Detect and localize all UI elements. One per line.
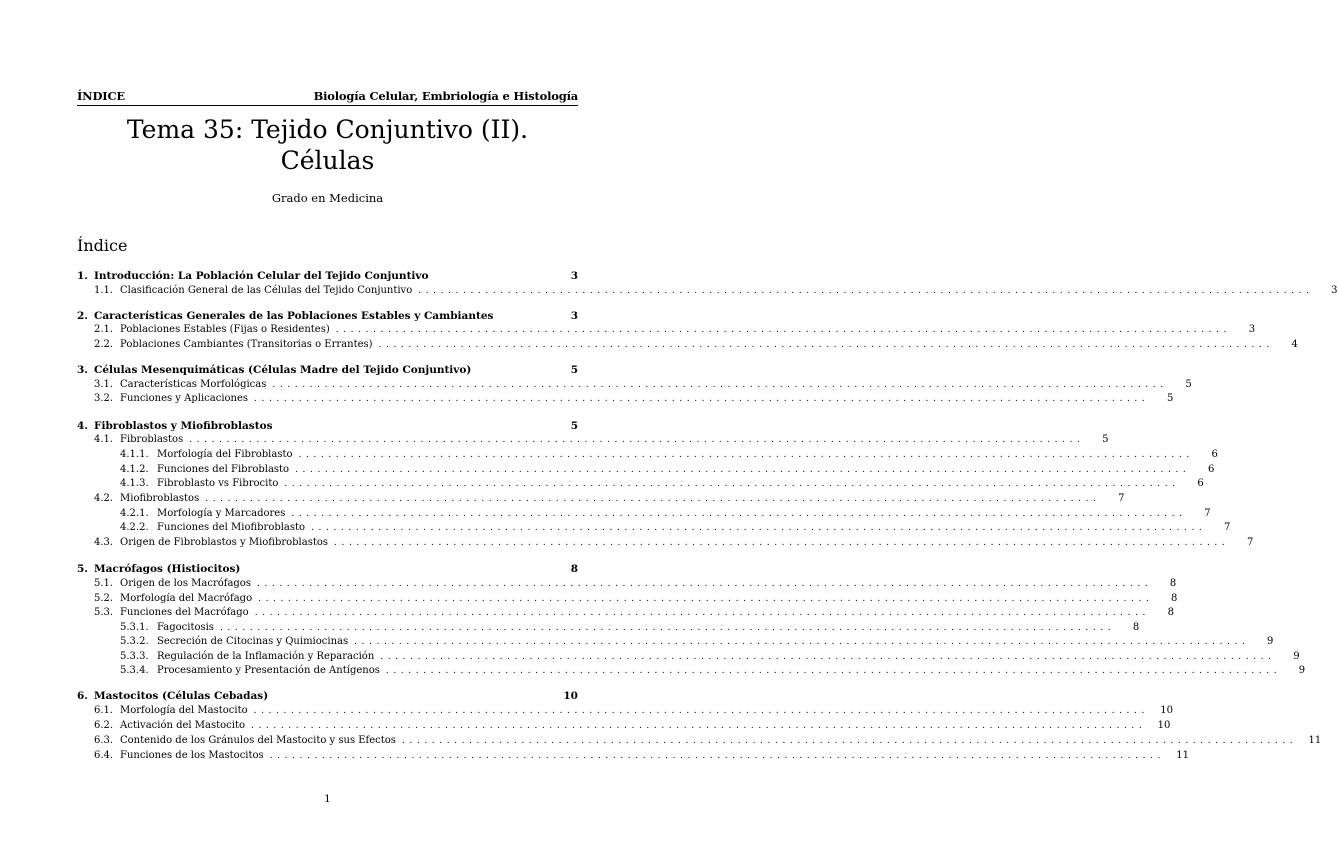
toc-leader-dots: ........................................................................................................................ <box>335 325 1232 335</box>
toc-entry-title: Procesamiento y Presentación de Antígenos <box>157 665 380 676</box>
toc-entry-page: 5 <box>1102 434 1109 445</box>
toc-entry-title: Funciones del Miofibroblasto <box>157 522 306 533</box>
toc-entry-number: 6.1. <box>94 705 114 716</box>
toc-entry-title: Funciones de los Mastocitos <box>120 750 264 761</box>
toc-entry-number: 1. <box>77 270 88 282</box>
toc-entry-page: 6 <box>1211 449 1218 460</box>
toc-leader-dots: ........................................................................................................................ <box>311 523 1207 533</box>
toc-entry-title: Fagocitosis <box>157 622 214 633</box>
toc-entry-title: Características Generales de las Poblaciones Estables y Cambiantes <box>94 310 494 322</box>
toc-entry-page: 7 <box>1118 493 1125 504</box>
toc-entry[interactable] <box>77 703 1173 717</box>
toc-entry-page: 7 <box>1204 508 1211 519</box>
toc-entry[interactable] <box>77 476 1204 490</box>
toc-entry-title: Contenido de los Gránulos del Mastocito y sus Efectos <box>120 735 396 746</box>
toc-leader-dots: ........................................................................................................................ <box>219 623 1116 633</box>
title-line-2: Células <box>280 146 375 175</box>
toc-entry-number: 6.4. <box>94 750 114 761</box>
toc-entry-page: 3 <box>1248 324 1256 335</box>
toc-leader-dots: ........................................................................................................................ <box>380 652 1276 662</box>
toc-leader-dots: ........................................................................................................................ <box>251 721 1147 731</box>
toc-entry[interactable] <box>77 591 1178 605</box>
toc-entry-page: 8 <box>1169 578 1177 589</box>
toc-entry-page: 5 <box>1185 379 1192 390</box>
toc-entry-title: Funciones y Aplicaciones <box>120 393 249 404</box>
toc-entry[interactable] <box>77 337 1298 351</box>
toc-entry-page: 8 <box>1132 622 1140 633</box>
toc-entry-page: 5 <box>570 420 578 432</box>
toc-entry-page: 5 <box>1166 393 1174 404</box>
toc-entry-number: 5.3.4. <box>120 665 149 676</box>
toc-entry[interactable] <box>77 620 1140 634</box>
toc-entry-number: 3.2. <box>94 393 114 404</box>
toc-entry[interactable] <box>77 649 1300 663</box>
toc-entry[interactable] <box>77 605 1175 619</box>
toc-entry-number: 4.2.1. <box>120 508 149 519</box>
toc-entry-title: Morfología y Marcadores <box>157 508 286 519</box>
toc-leader-dots: ........................................................................................................................ <box>295 465 1191 475</box>
toc-entry-title: Origen de los Macrófagos <box>120 578 251 589</box>
toc-entry-number: 5. <box>77 563 88 575</box>
toc-entry[interactable] <box>77 535 1254 549</box>
toc-entry-page: 9 <box>1293 651 1300 662</box>
header-right: Biología Celular, Embriología e Histología <box>313 89 578 103</box>
toc-entry-number: 4.2.2. <box>120 522 149 533</box>
toc-entry[interactable] <box>77 561 578 575</box>
toc-entry-number: 5.3.1. <box>120 622 149 633</box>
toc-leader-dots: ........................................................................................................................ <box>418 286 1314 296</box>
toc-entry-page: 7 <box>1246 537 1254 548</box>
toc-entry-title: Fibroblastos y Miofibroblastos <box>94 420 273 432</box>
toc-entry-number: 4.1.1. <box>120 449 149 460</box>
toc-entry-number: 4.1. <box>94 434 114 445</box>
toc-entry-number: 2.1. <box>94 324 114 335</box>
toc-entry[interactable] <box>77 462 1215 476</box>
toc-entry-title: Mastocitos (Células Cebadas) <box>94 690 269 702</box>
title-line-1: Tema 35: Tejido Conjuntivo (II). <box>126 115 529 144</box>
toc-entry[interactable] <box>77 432 1109 446</box>
toc-entry-page: 5 <box>570 364 578 376</box>
toc-entry-number: 5.1. <box>94 578 114 589</box>
toc-entry-title: Morfología del Macrófago <box>120 593 253 604</box>
toc-entry-page: 6 <box>1208 464 1215 475</box>
toc-entry-number: 5.3.2. <box>120 636 149 647</box>
toc-leader-dots: ........................................................................................................................ <box>284 479 1180 489</box>
toc-entry[interactable] <box>77 634 1274 648</box>
toc-leader-dots: ........................................................................................................................ <box>334 538 1230 548</box>
toc-entry-page: 3 <box>1331 285 1338 296</box>
toc-entry-number: 5.3.3. <box>120 651 149 662</box>
toc-entry[interactable] <box>77 268 578 282</box>
toc-entry[interactable] <box>77 308 578 322</box>
toc-entry-page: 8 <box>570 563 578 575</box>
toc-entry[interactable] <box>77 377 1192 391</box>
toc-entry-title: Fibroblastos <box>120 434 184 445</box>
toc-entry-number: 3.1. <box>94 379 114 390</box>
header-left: ÍNDICE <box>77 89 125 103</box>
toc-entry-number: 4. <box>77 420 88 432</box>
toc-entry-page: 10 <box>1160 705 1173 716</box>
toc-leader-dots: ........................................................................................................................ <box>385 666 1282 676</box>
toc-entry-page: 8 <box>1167 607 1175 618</box>
toc-leader-dots: ........................................................................................................................ <box>401 736 1298 746</box>
toc-entry-page: 3 <box>570 270 578 282</box>
toc-leader-dots: ........................................................................................................................ <box>254 608 1151 618</box>
toc-entry-title: Morfología del Fibroblasto <box>157 449 293 460</box>
toc-leader-dots: ........................................................................................................................ <box>256 579 1153 589</box>
toc-entry-title: Funciones del Fibroblasto <box>157 464 290 475</box>
toc-entry-page: 11 <box>1176 750 1189 761</box>
toc-entry[interactable] <box>77 506 1211 520</box>
toc-entry[interactable] <box>77 283 1338 297</box>
toc-entry[interactable] <box>77 491 1125 505</box>
toc-entry-title: Introducción: La Población Celular del Tejido Conjuntivo <box>94 270 429 282</box>
toc-entry[interactable] <box>77 663 1306 677</box>
toc-entry-number: 2. <box>77 310 88 322</box>
toc-entry-page: 4 <box>1291 339 1298 350</box>
toc-entry[interactable] <box>77 748 1189 762</box>
toc-entry-title: Activación del Mastocito <box>120 720 245 731</box>
toc-leader-dots: ........................................................................................................................ <box>298 450 1194 460</box>
toc-entry[interactable] <box>77 322 1256 336</box>
toc-leader-dots: ........................................................................................................................ <box>378 340 1274 350</box>
table-of-contents <box>77 0 1338 848</box>
toc-entry-number: 6.3. <box>94 735 114 746</box>
toc-leader-dots: ........................................................................................................................ <box>253 706 1149 716</box>
toc-entry[interactable] <box>77 688 578 702</box>
toc-entry-title: Morfología del Mastocito <box>120 705 248 716</box>
toc-entry-page: 3 <box>570 310 578 322</box>
toc-entry-page: 8 <box>1171 593 1178 604</box>
toc-entry-number: 5.2. <box>94 593 114 604</box>
toc-entry-number: 4.2. <box>94 493 114 504</box>
toc-leader-dots: ........................................................................................................................ <box>269 751 1165 761</box>
toc-entry-number: 1.1. <box>94 285 114 296</box>
toc-entry-title: Funciones del Macrófago <box>120 607 249 618</box>
toc-entry[interactable] <box>77 418 578 432</box>
toc-entry-title: Secreción de Citocinas y Quimiocinas <box>157 636 349 647</box>
toc-entry-title: Poblaciones Cambiantes (Transitorias o Errantes) <box>120 339 373 350</box>
toc-entry-title: Macrófagos (Histiocitos) <box>94 563 241 575</box>
toc-leader-dots: ........................................................................................................................ <box>291 509 1187 519</box>
page-number: 1 <box>324 793 331 805</box>
toc-entry-title: Células Mesenquimáticas (Células Madre del Tejido Conjuntivo) <box>94 364 472 376</box>
toc-entry-page: 9 <box>1298 665 1306 676</box>
toc-leader-dots: ........................................................................................................................ <box>254 394 1150 404</box>
toc-entry-number: 4.1.2. <box>120 464 149 475</box>
toc-entry-page: 10 <box>1157 720 1171 731</box>
toc-entry[interactable] <box>77 391 1174 405</box>
toc-entry-title: Miofibroblastos <box>120 493 200 504</box>
toc-leader-dots: ........................................................................................................................ <box>354 637 1250 647</box>
toc-entry-page: 7 <box>1224 522 1231 533</box>
toc-entry-page: 9 <box>1267 636 1274 647</box>
toc-entry-number: 5.3. <box>94 607 114 618</box>
toc-entry-number: 6.2. <box>94 720 114 731</box>
document-subtitle: Grado en Medicina <box>271 191 384 205</box>
toc-entry[interactable] <box>77 520 1231 534</box>
toc-entry-number: 6. <box>77 690 88 702</box>
toc-entry-title: Origen de Fibroblastos y Miofibroblastos <box>120 537 329 548</box>
toc-entry[interactable] <box>77 362 578 376</box>
toc-leader-dots: ........................................................................................................................ <box>189 435 1085 445</box>
toc-entry-number: 3. <box>77 364 88 376</box>
toc-entry-number: 4.1.3. <box>120 478 149 489</box>
toc-entry[interactable] <box>77 733 1322 747</box>
toc-entry-number: 4.3. <box>94 537 114 548</box>
toc-entry-title: Poblaciones Estables (Fijas o Residentes) <box>120 324 330 335</box>
toc-entry-number: 2.2. <box>94 339 114 350</box>
toc-entry-title: Clasificación General de las Células del Tejido Conjuntivo <box>120 285 413 296</box>
toc-entry-title: Características Morfológicas <box>120 379 267 390</box>
toc-entry[interactable] <box>77 447 1218 461</box>
toc-leader-dots: ........................................................................................................................ <box>205 494 1101 504</box>
toc-entry-page: 6 <box>1197 478 1204 489</box>
toc-entry-title: Regulación de la Inflamación y Reparación <box>157 651 375 662</box>
toc-entry-page: 10 <box>563 690 578 702</box>
toc-entry-title: Fibroblasto vs Fibrocito <box>157 478 279 489</box>
toc-leader-dots: ........................................................................................................................ <box>258 594 1154 604</box>
toc-entry-page: 11 <box>1308 735 1322 746</box>
toc-heading: Índice <box>77 236 128 255</box>
toc-entry[interactable] <box>77 576 1177 590</box>
toc-leader-dots: ........................................................................................................................ <box>272 380 1168 390</box>
toc-entry[interactable] <box>77 718 1171 732</box>
